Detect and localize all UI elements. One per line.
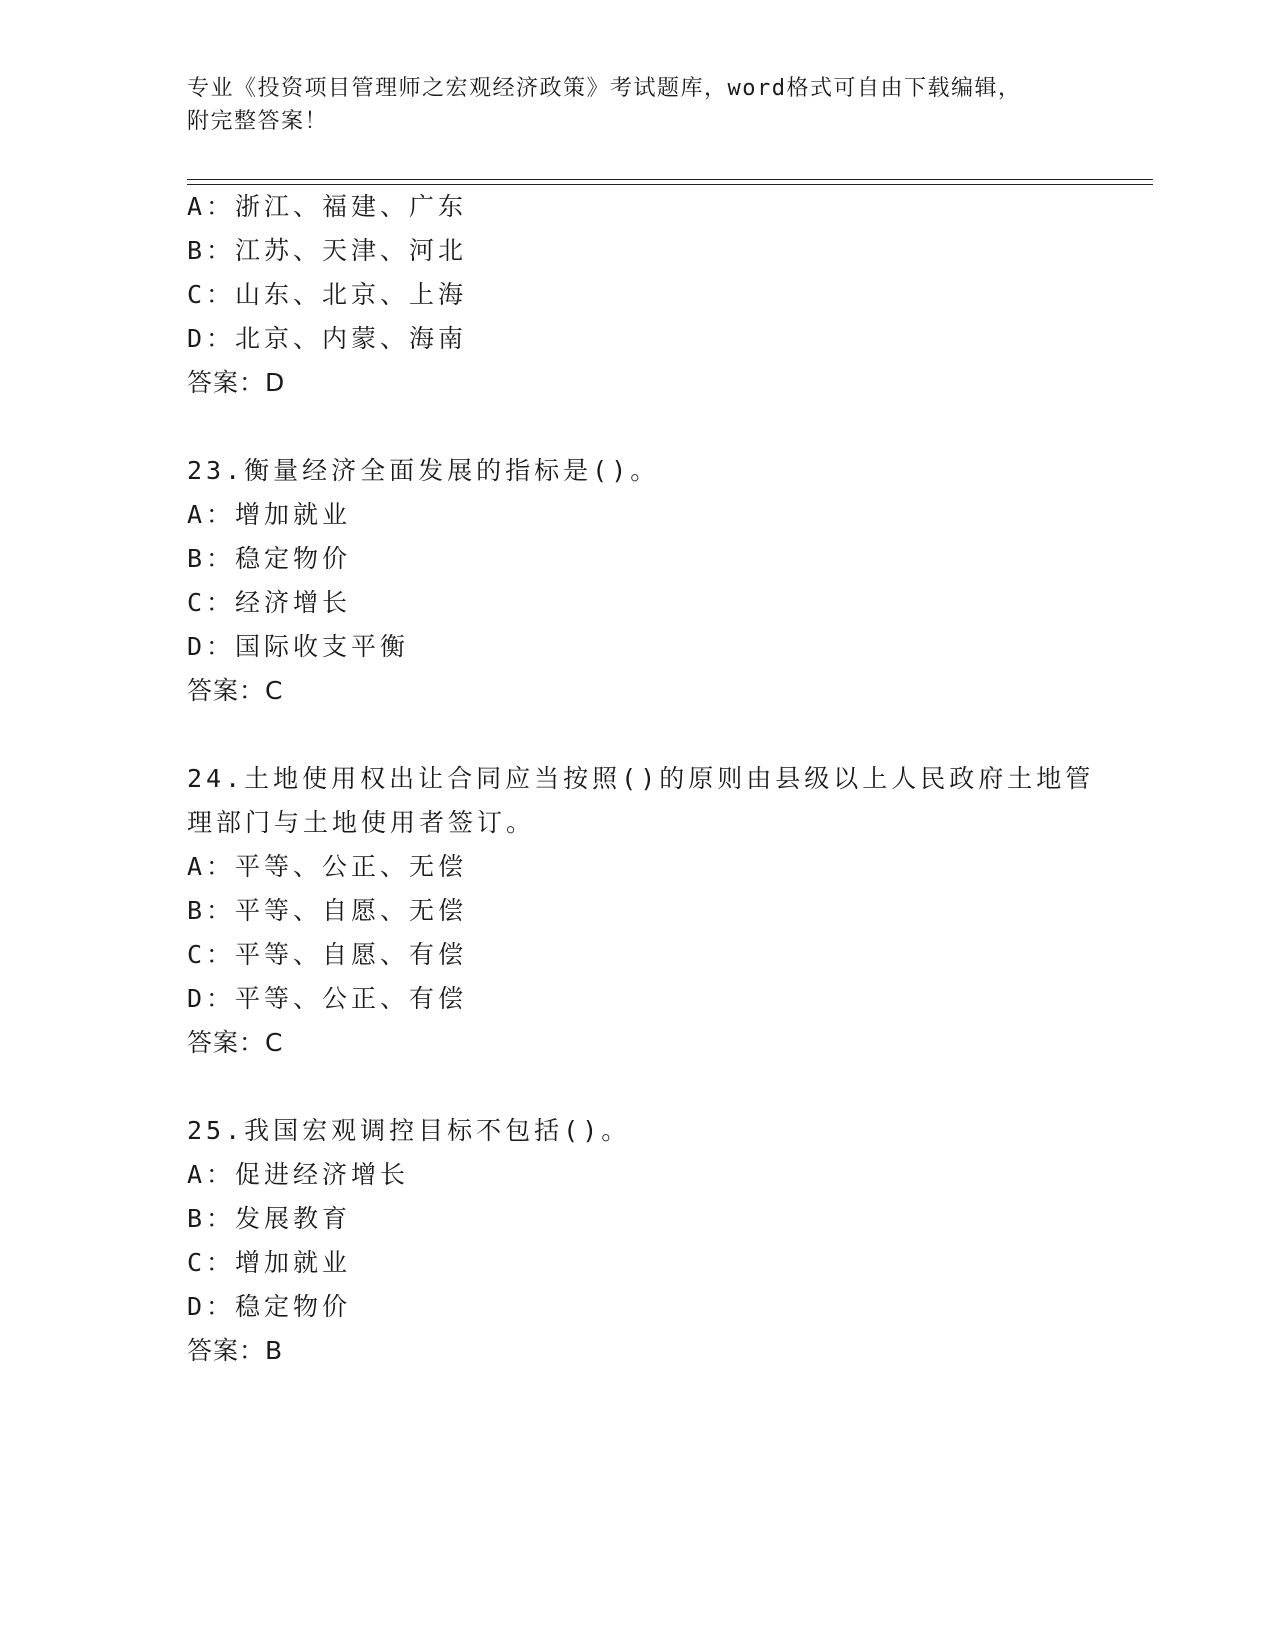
q23-option-b: B：稳定物价 <box>187 544 352 573</box>
q24-stem-line-2: 理部门与土地使用者签订。 <box>187 808 536 837</box>
header-divider-bottom <box>187 184 1153 185</box>
q23-answer: 答案：C <box>187 676 284 705</box>
header-line-1: 专业《投资项目管理师之宏观经济政策》考试题库，word格式可自由下载编辑， <box>187 76 1022 101</box>
q25-option-c: C：增加就业 <box>187 1248 352 1277</box>
q22-option-d: D：北京、内蒙、海南 <box>187 324 468 353</box>
document-header <box>187 72 1087 138</box>
q23-option-c: C：经济增长 <box>187 588 352 617</box>
header-divider-top <box>187 179 1153 180</box>
q22-option-c: C：山东、北京、上海 <box>187 280 468 309</box>
q25-stem: 25.我国宏观调控目标不包括()。 <box>187 1116 631 1145</box>
q25-option-b: B：发展教育 <box>187 1204 352 1233</box>
q24-option-c: C：平等、自愿、有偿 <box>187 940 468 969</box>
q22-option-b: B：江苏、天津、河北 <box>187 236 468 265</box>
q23-stem: 23.衡量经济全面发展的指标是()。 <box>187 456 660 485</box>
q24-stem-line-1: 24.土地使用权出让合同应当按照()的原则由县级以上人民政府土地管 <box>187 764 1095 793</box>
q24-option-a: A：平等、公正、无偿 <box>187 852 468 881</box>
q25-answer: 答案：B <box>187 1336 284 1365</box>
q22-option-a: A：浙江、福建、广东 <box>187 192 468 221</box>
q24-option-b: B：平等、自愿、无偿 <box>187 896 468 925</box>
q25-option-d: D：稳定物价 <box>187 1292 352 1321</box>
q23-option-a: A：增加就业 <box>187 500 352 529</box>
q24-option-d: D：平等、公正、有偿 <box>187 984 468 1013</box>
q23-option-d: D：国际收支平衡 <box>187 632 410 661</box>
header-line-2: 附完整答案！ <box>187 109 329 134</box>
q24-answer: 答案：C <box>187 1028 284 1057</box>
q25-option-a: A：促进经济增长 <box>187 1160 410 1189</box>
q22-answer: 答案：D <box>187 368 286 397</box>
